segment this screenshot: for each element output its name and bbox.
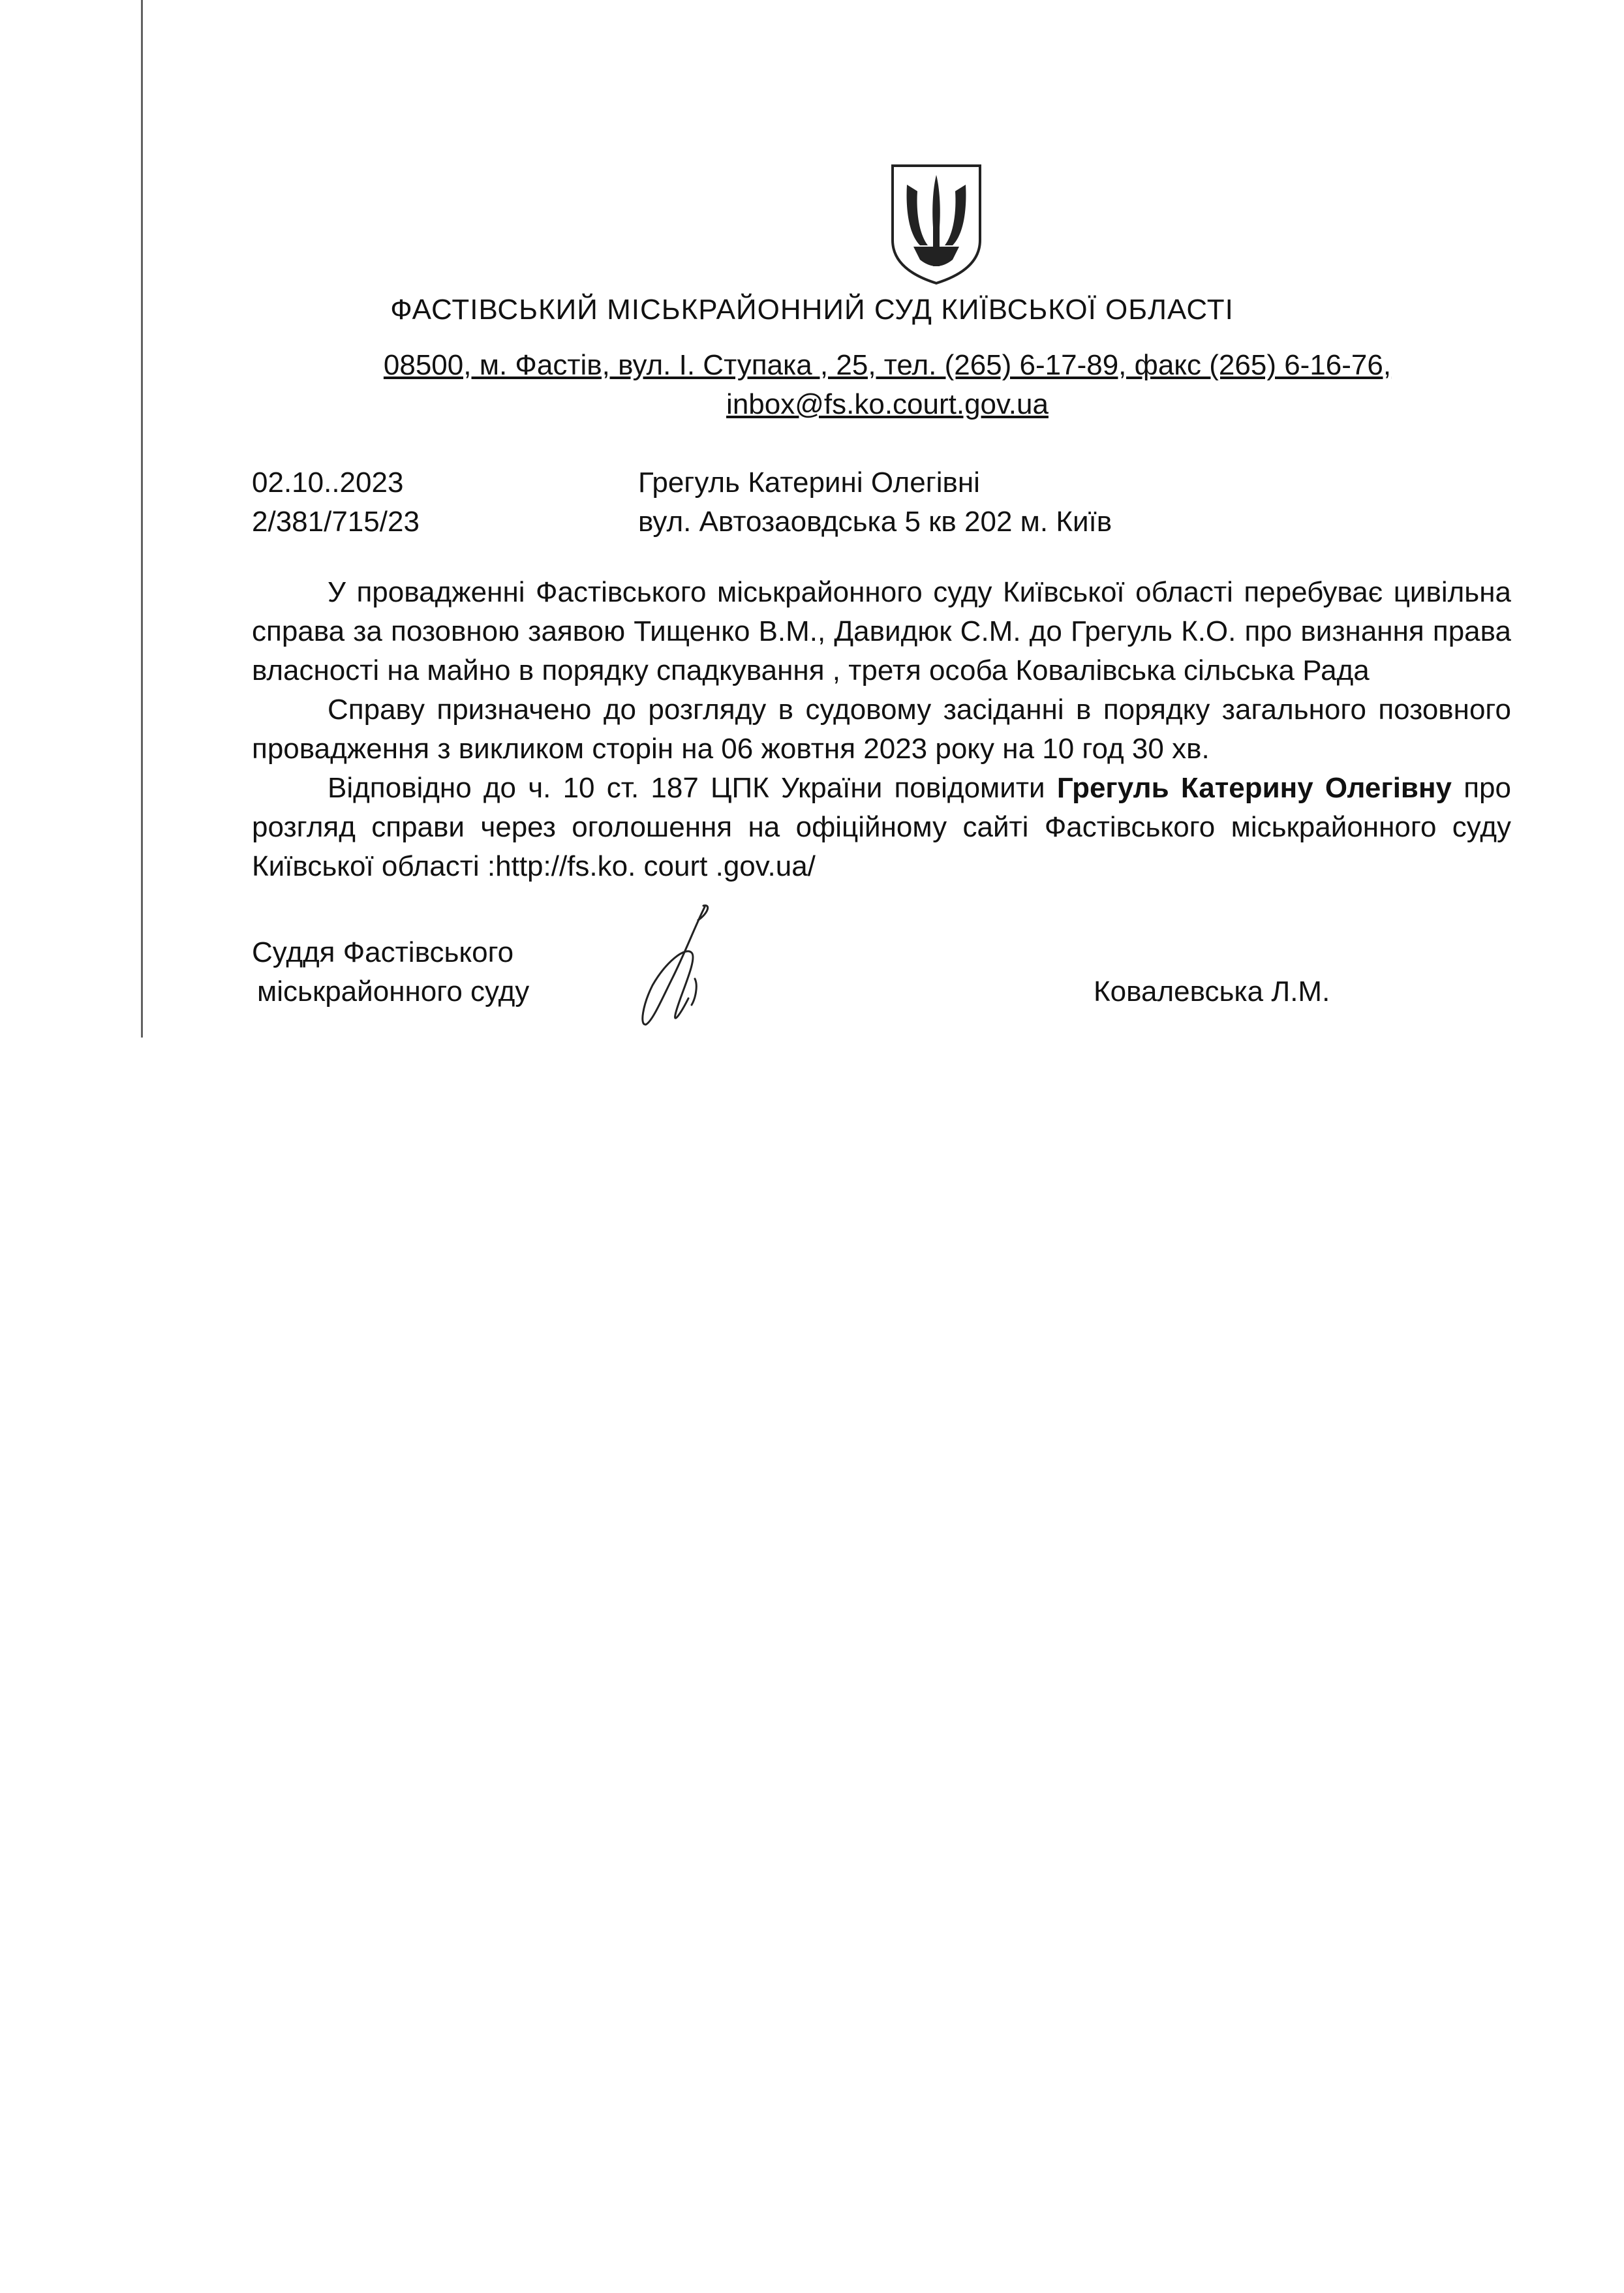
notification-text-end: про розгляд справи через оголошення на офіційному сайті Фастівського міськрайонного суду Київської області :http://fs.ko. court .gov.ua/ (252, 772, 1511, 882)
judge-title-line1: Суддя Фастівського (252, 936, 514, 968)
paragraph-hearing: Справу призначено до розгляду в судовому засіданні в порядку загального позовного провадження з викликом сторін на 06 жовтня 2023 року на 10 год 30 хв. (252, 694, 1511, 765)
notice-body (252, 573, 1511, 886)
court-name: ФАСТІВСЬКИЙ МІСЬКРАЙОННИЙ СУД КИЇВСЬКОЇ ОБЛАСТІ (390, 294, 1234, 326)
paragraph-notification (252, 769, 1511, 886)
recipient-address: вул. Автозаовдська 5 кв 202 м. Київ (638, 506, 1112, 538)
court-email: inbox@fs.ko.court.gov.ua (726, 388, 1049, 420)
notification-text-start: Відповідно до ч. 10 ст. 187 ЦПК України повідомити (328, 772, 1057, 804)
trident-icon (887, 162, 985, 286)
court-address-line: 08500, м. Фастів, вул. І. Ступака , 25, тел. (265) 6-17-89, факс (265) 6-16-76, (383, 349, 1392, 381)
handwritten-signature-icon (633, 900, 724, 1031)
paragraph-proceedings: У провадженні Фастівського міськрайонного суду Київської області перебуває цивільна справа за позовною заявою Тищенко В.М., Давидюк С.М. до Грегуль К.О. про визнання права власності на майно в порядку спадкування , третя особа Ковалівська сільська Рада (252, 576, 1511, 686)
case-reference: 2/381/715/23 (252, 506, 420, 538)
judge-name: Ковалевська Л.М. (1094, 976, 1330, 1008)
recipient-name: Грегуль Катерині Олегівні (638, 467, 980, 499)
notified-person: Грегуль Катерину Олегівну (1056, 772, 1452, 804)
document-date: 02.10..2023 (252, 467, 404, 499)
page-margin-line (141, 0, 143, 1038)
judge-title (252, 933, 529, 1011)
judge-title-line2: міськрайонного суду (257, 976, 530, 1008)
court-address (352, 346, 1422, 424)
